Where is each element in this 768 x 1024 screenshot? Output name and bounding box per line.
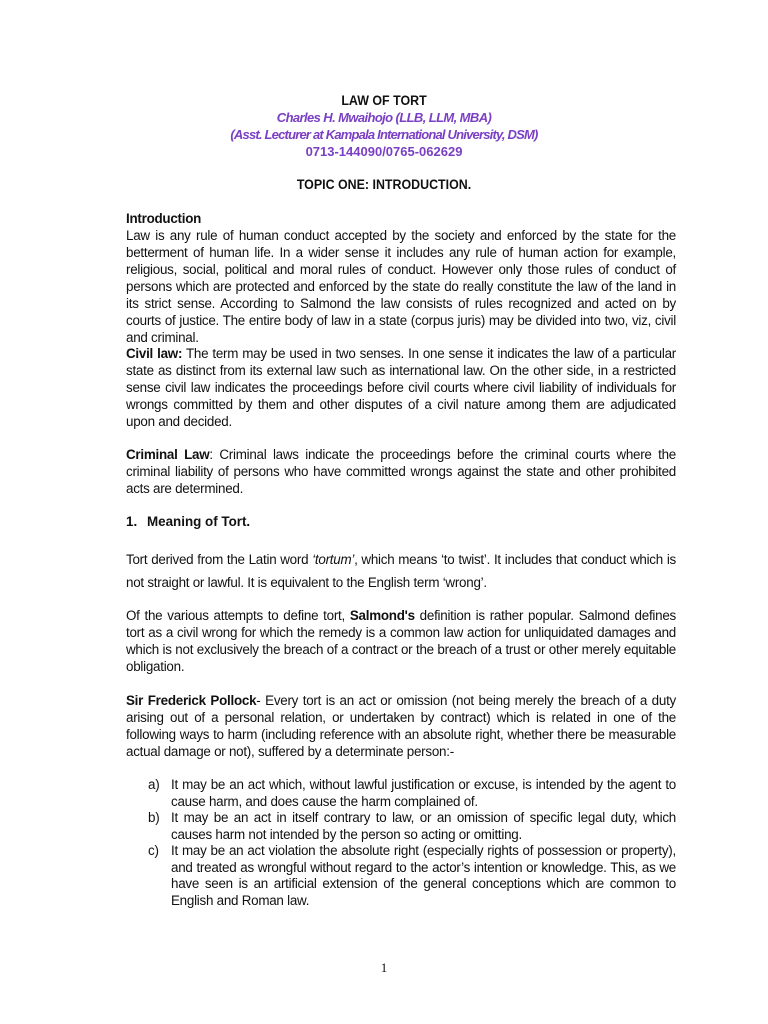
page-number: 1 bbox=[380, 960, 388, 975]
list-item-text: It may be an act violation the absolute right (especially rights of possession or property), and treated as wrongful without regard to the actor’s intention or knowledge. This, as we have seen is an artificial extension of the general conceptions which are common to English and Roman law. bbox=[171, 843, 676, 908]
list-item-text: It may be an act which, without lawful justification or excuse, is intended by the agent to cause harm, and does cause the harm complained of. bbox=[171, 777, 676, 809]
intro-heading: Introduction bbox=[126, 211, 202, 226]
section-heading bbox=[126, 514, 250, 529]
list-item-text: It may be an act in itself contrary to law, or an omission of specific legal duty, which causes harm not intended by the person so acting or omitting. bbox=[171, 810, 676, 842]
topic-heading: TOPIC ONE: INTRODUCTION. bbox=[296, 177, 472, 192]
list-item bbox=[148, 777, 676, 810]
salmond-text-a: Of the various attempts to define tort, bbox=[126, 608, 350, 623]
list-item bbox=[148, 843, 676, 909]
list-marker: b) bbox=[148, 810, 160, 825]
section-number: 1. bbox=[126, 514, 138, 529]
civil-law-text: The term may be used in two senses. In one sense it indicates the law of a particular state as distinct from its external law such as international law. On the other side, in a restricted sense civil law indicates the proceedings before civil courts where civil liability of individuals for wrongs committed by them and other disputes of a civil nature among them are adjudicated upon and decided. bbox=[126, 346, 676, 429]
civil-law-paragraph bbox=[126, 345, 676, 430]
salmond-name: Salmond's bbox=[349, 608, 415, 623]
tort-origin-text-b: , which means ‘to twist’. It includes that conduct which is not straight or lawful. It is equivalent to the English term ‘wrong’. bbox=[126, 552, 676, 590]
list-marker: a) bbox=[148, 777, 160, 792]
criminal-law-text: : Criminal laws indicate the proceedings before the criminal courts where the criminal liability of persons who have committed wrongs against the state and other prohibited acts are determined. bbox=[126, 447, 676, 496]
tort-origin-text-a: Tort derived from the Latin word bbox=[126, 552, 313, 567]
salmond-text-b: definition is rather popular. Salmond defines tort as a civil wrong for which the remedy is a common law action for unliquidated damages and which is not exclusively the breach of a contract or the breach of a trust or other merely equitable obligation. bbox=[126, 608, 676, 674]
latin-word: ‘tortum’ bbox=[312, 552, 355, 567]
section-title: Meaning of Tort. bbox=[147, 514, 251, 529]
definition-list bbox=[148, 777, 676, 909]
list-marker: c) bbox=[148, 843, 159, 858]
phone-line: 0713-144090/0765-062629 bbox=[305, 144, 463, 159]
intro-section bbox=[126, 210, 676, 346]
criminal-law-paragraph bbox=[126, 446, 676, 497]
pollock-paragraph bbox=[126, 692, 676, 760]
criminal-law-label: Criminal Law bbox=[126, 447, 210, 462]
list-item bbox=[148, 810, 676, 843]
document-title: LAW OF TORT bbox=[341, 93, 427, 108]
pollock-text: - Every tort is an act or omission (not being merely the breach of a duty arising out of a personal relation, or undertaken by contract) which is related in one of the following ways to harm (including reference with an absolute right, whether there be measurable actual damage or not), suffered by a determinate person:- bbox=[126, 693, 676, 759]
pollock-name: Sir Frederick Pollock bbox=[126, 693, 257, 708]
affiliation-line: (Asst. Lecturer at Kampala International University, DSM) bbox=[230, 127, 538, 142]
tort-origin-paragraph bbox=[126, 548, 676, 594]
author-line: Charles H. Mwaihojo (LLB, LLM, MBA) bbox=[276, 110, 492, 125]
intro-text: Law is any rule of human conduct accepted by the society and enforced by the state for the betterment of human life. In a wider sense it includes any rule of human action for example, religious, social, political and moral rules of conduct. However only those rules of conduct of persons which are protected and enforced by the state do really constitute the law of the land in its strict sense. According to Salmond the law consists of rules recognized and acted on by courts of justice. The entire body of law in a state (corpus juris) may be divided into two, viz, civil and criminal. bbox=[126, 228, 676, 345]
civil-law-label: Civil law: bbox=[126, 346, 183, 361]
salmond-paragraph bbox=[126, 607, 676, 675]
